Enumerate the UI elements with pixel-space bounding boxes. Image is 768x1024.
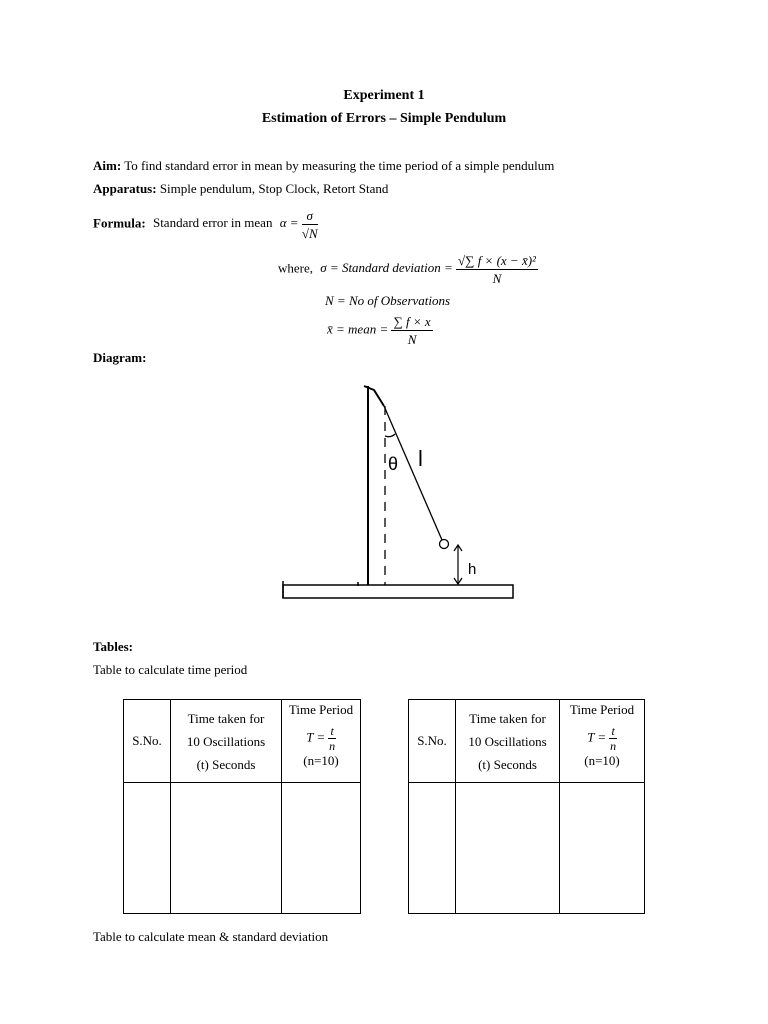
experiment-number: Experiment 1 xyxy=(343,88,425,103)
table-cell xyxy=(560,783,645,914)
period-fraction xyxy=(609,724,616,753)
aim-label: Aim: xyxy=(93,158,122,173)
header-time-line1: Time taken for xyxy=(187,710,265,726)
header-time-taken xyxy=(456,700,560,783)
table-caption-2: Table to calculate mean & standard deviation xyxy=(93,929,329,944)
header-time-line2: 10 Oscillations xyxy=(186,733,266,749)
sigma-lhs: σ = Standard deviation = xyxy=(320,260,453,276)
period-fraction xyxy=(328,724,335,753)
base-plate xyxy=(283,585,513,598)
length-label: l xyxy=(418,446,423,471)
mean-numerator: ∑ f × x xyxy=(393,314,431,329)
aim-text: To find standard error in mean by measuring the time period of a simple pendulum xyxy=(124,158,555,173)
time-period-table-1 xyxy=(123,699,361,914)
pendulum-diagram xyxy=(270,378,530,608)
mean-lhs: x̄ = mean = xyxy=(327,321,389,337)
mean-line xyxy=(327,313,433,348)
diagram-label: Diagram: xyxy=(93,350,147,365)
angle-arc xyxy=(385,434,395,437)
period-denominator: n xyxy=(329,739,336,753)
apparatus-text: Simple pendulum, Stop Clock, Retort Stand xyxy=(159,181,389,196)
header-time-line2: 10 Oscillations xyxy=(468,733,547,749)
pendulum-bob xyxy=(440,540,449,549)
table-cell xyxy=(171,783,282,914)
time-period-table-2 xyxy=(408,699,645,914)
period-numerator: t xyxy=(611,724,615,738)
header-time-period xyxy=(560,700,645,783)
alpha-lhs: α = xyxy=(279,215,299,231)
page-title: Estimation of Errors – Simple Pendulum xyxy=(261,111,507,126)
header-period-line3: (n=10) xyxy=(303,753,339,768)
alpha-numerator: σ xyxy=(302,207,318,225)
sigma-denominator: N xyxy=(492,271,502,286)
mean-fraction xyxy=(391,313,432,348)
formula-line xyxy=(93,207,318,242)
height-label: h xyxy=(468,561,477,578)
where-text: where, xyxy=(278,260,314,276)
mean-denominator: N xyxy=(407,332,417,347)
header-time-period xyxy=(282,700,361,783)
sigma-fraction xyxy=(456,252,538,287)
table-cell xyxy=(282,783,361,914)
period-denominator: n xyxy=(610,739,617,753)
header-period-line3: (n=10) xyxy=(584,753,620,768)
aim-line xyxy=(93,158,733,174)
header-sno: S.No. xyxy=(124,700,171,783)
table-cell xyxy=(409,783,456,914)
alpha-fraction xyxy=(302,207,318,242)
formula-label: Formula: xyxy=(93,215,146,231)
header-sno: S.No. xyxy=(409,700,456,783)
period-numerator: t xyxy=(330,724,334,738)
apparatus-line xyxy=(93,181,733,197)
table-cell xyxy=(124,783,171,914)
header-period-formula xyxy=(560,724,644,753)
formula-text: Standard error in mean xyxy=(152,215,273,231)
header-time-taken xyxy=(171,700,282,783)
header-time-line3: (t) Seconds xyxy=(196,756,256,772)
table-cell xyxy=(456,783,560,914)
sigma-line xyxy=(278,252,538,287)
tables-label: Tables: xyxy=(93,639,133,654)
header-period-formula xyxy=(282,724,360,753)
header-period-line1: Time Period xyxy=(288,702,354,717)
sigma-numerator: √∑ f × (x − x̄)² xyxy=(458,253,536,268)
n-definition: N = No of Observations xyxy=(325,293,451,308)
table-caption-1: Table to calculate time period xyxy=(93,662,248,677)
apparatus-label: Apparatus: xyxy=(93,181,157,196)
alpha-denominator: √N xyxy=(301,226,318,241)
period-lhs: T = xyxy=(306,729,326,745)
header-period-line1: Time Period xyxy=(569,702,635,717)
header-time-line3: (t) Seconds xyxy=(478,756,537,772)
theta-label: θ xyxy=(388,454,399,474)
period-lhs: T = xyxy=(587,729,607,745)
header-time-line1: Time taken for xyxy=(469,710,546,726)
